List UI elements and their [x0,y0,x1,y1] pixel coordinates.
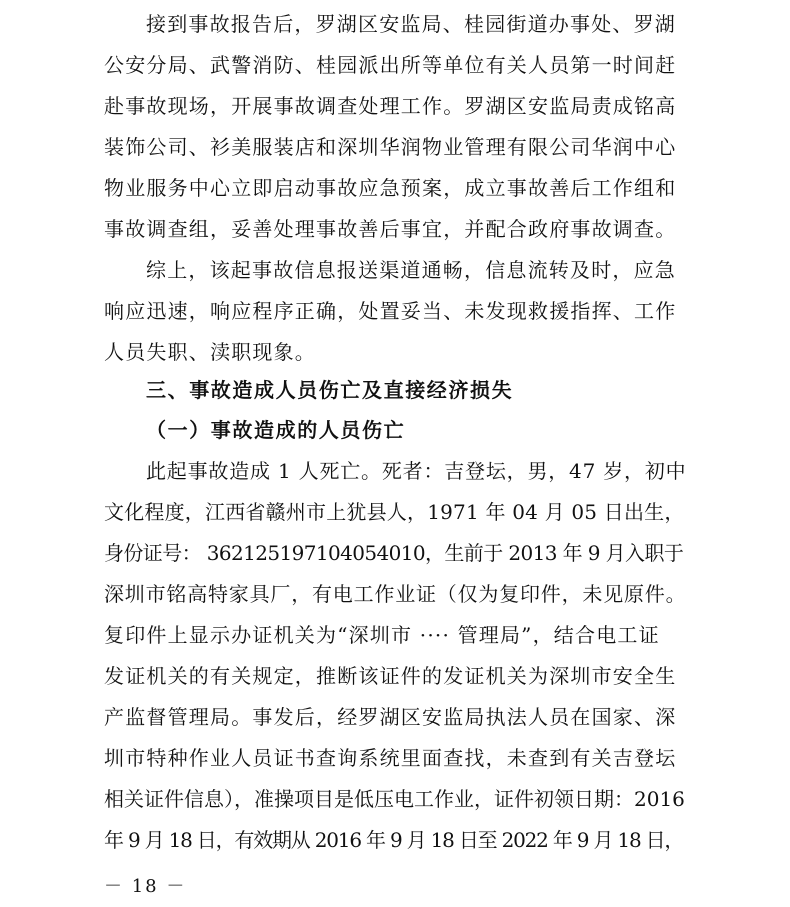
paragraph-line: 赴事故现场，开展事故调查处理工作。罗湖区安监局责成铭高 [104,94,677,118]
paragraph-line: 身份证号： 362125197104054010，生前于 2013 年 9 月入职于 [104,541,684,565]
paragraph-line: 人员失职、渎职现象。 [104,340,316,364]
paragraph-line: 响应迅速，响应程序正确，处置妥当、未发现救援指挥、工作 [104,299,677,323]
paragraph-line: 深圳市铭高特家具厂，有电工作业证（仅为复印件，未见原件。 [104,582,687,606]
paragraph-line: 综上，该起事故信息报送渠道通畅，信息流转及时，应急 [146,258,676,282]
paragraph-line: 物业服务中心立即启动事故应急预案，成立事故善后工作组和 [104,176,677,200]
subsection-heading: （一）事故造成的人员伤亡 [146,418,406,442]
paragraph-line: 复印件上显示办证机关为“深圳市 ···· 管理局”，结合电工证 [104,623,660,647]
paragraph-line: 年 9 月 18 日，有效期从 2016 年 9 月 18 日至 2022 年 9 月 18 日， [104,828,684,852]
paragraph-line: 接到事故报告后，罗湖区安监局、桂园街道办事处、罗湖 [146,12,676,36]
paragraph-line: 公安分局、武警消防、桂园派出所等单位有关人员第一时间赶 [104,53,677,77]
page-number: － 18 － [104,876,187,897]
paragraph-line: 相关证件信息），准操项目是低压电工作业，证件初领日期：2016 [104,787,685,811]
paragraph-line: 产监督管理局。事发后，经罗湖区安监局执法人员在国家、深 [104,705,677,729]
paragraph-line: 圳市特种作业人员证书查询系统里面查找，未查到有关吉登坛 [104,746,677,770]
paragraph-line: 此起事故造成 1 人死亡。死者：吉登坛，男，47 岁，初中 [146,459,687,483]
paragraph-line: 文化程度，江西省赣州市上犹县人，1971 年 04 月 05 日出生， [104,500,685,524]
paragraph-line: 事故调查组，妥善处理事故善后事宜，并配合政府事故调查。 [104,217,677,241]
paragraph-line: 发证机关的有关规定，推断该证件的发证机关为深圳市安全生 [104,664,677,688]
paragraph-line: 装饰公司、衫美服装店和深圳华润物业管理有限公司华润中心 [104,135,677,159]
section-heading: 三、事故造成人员伤亡及直接经济损失 [146,378,514,402]
